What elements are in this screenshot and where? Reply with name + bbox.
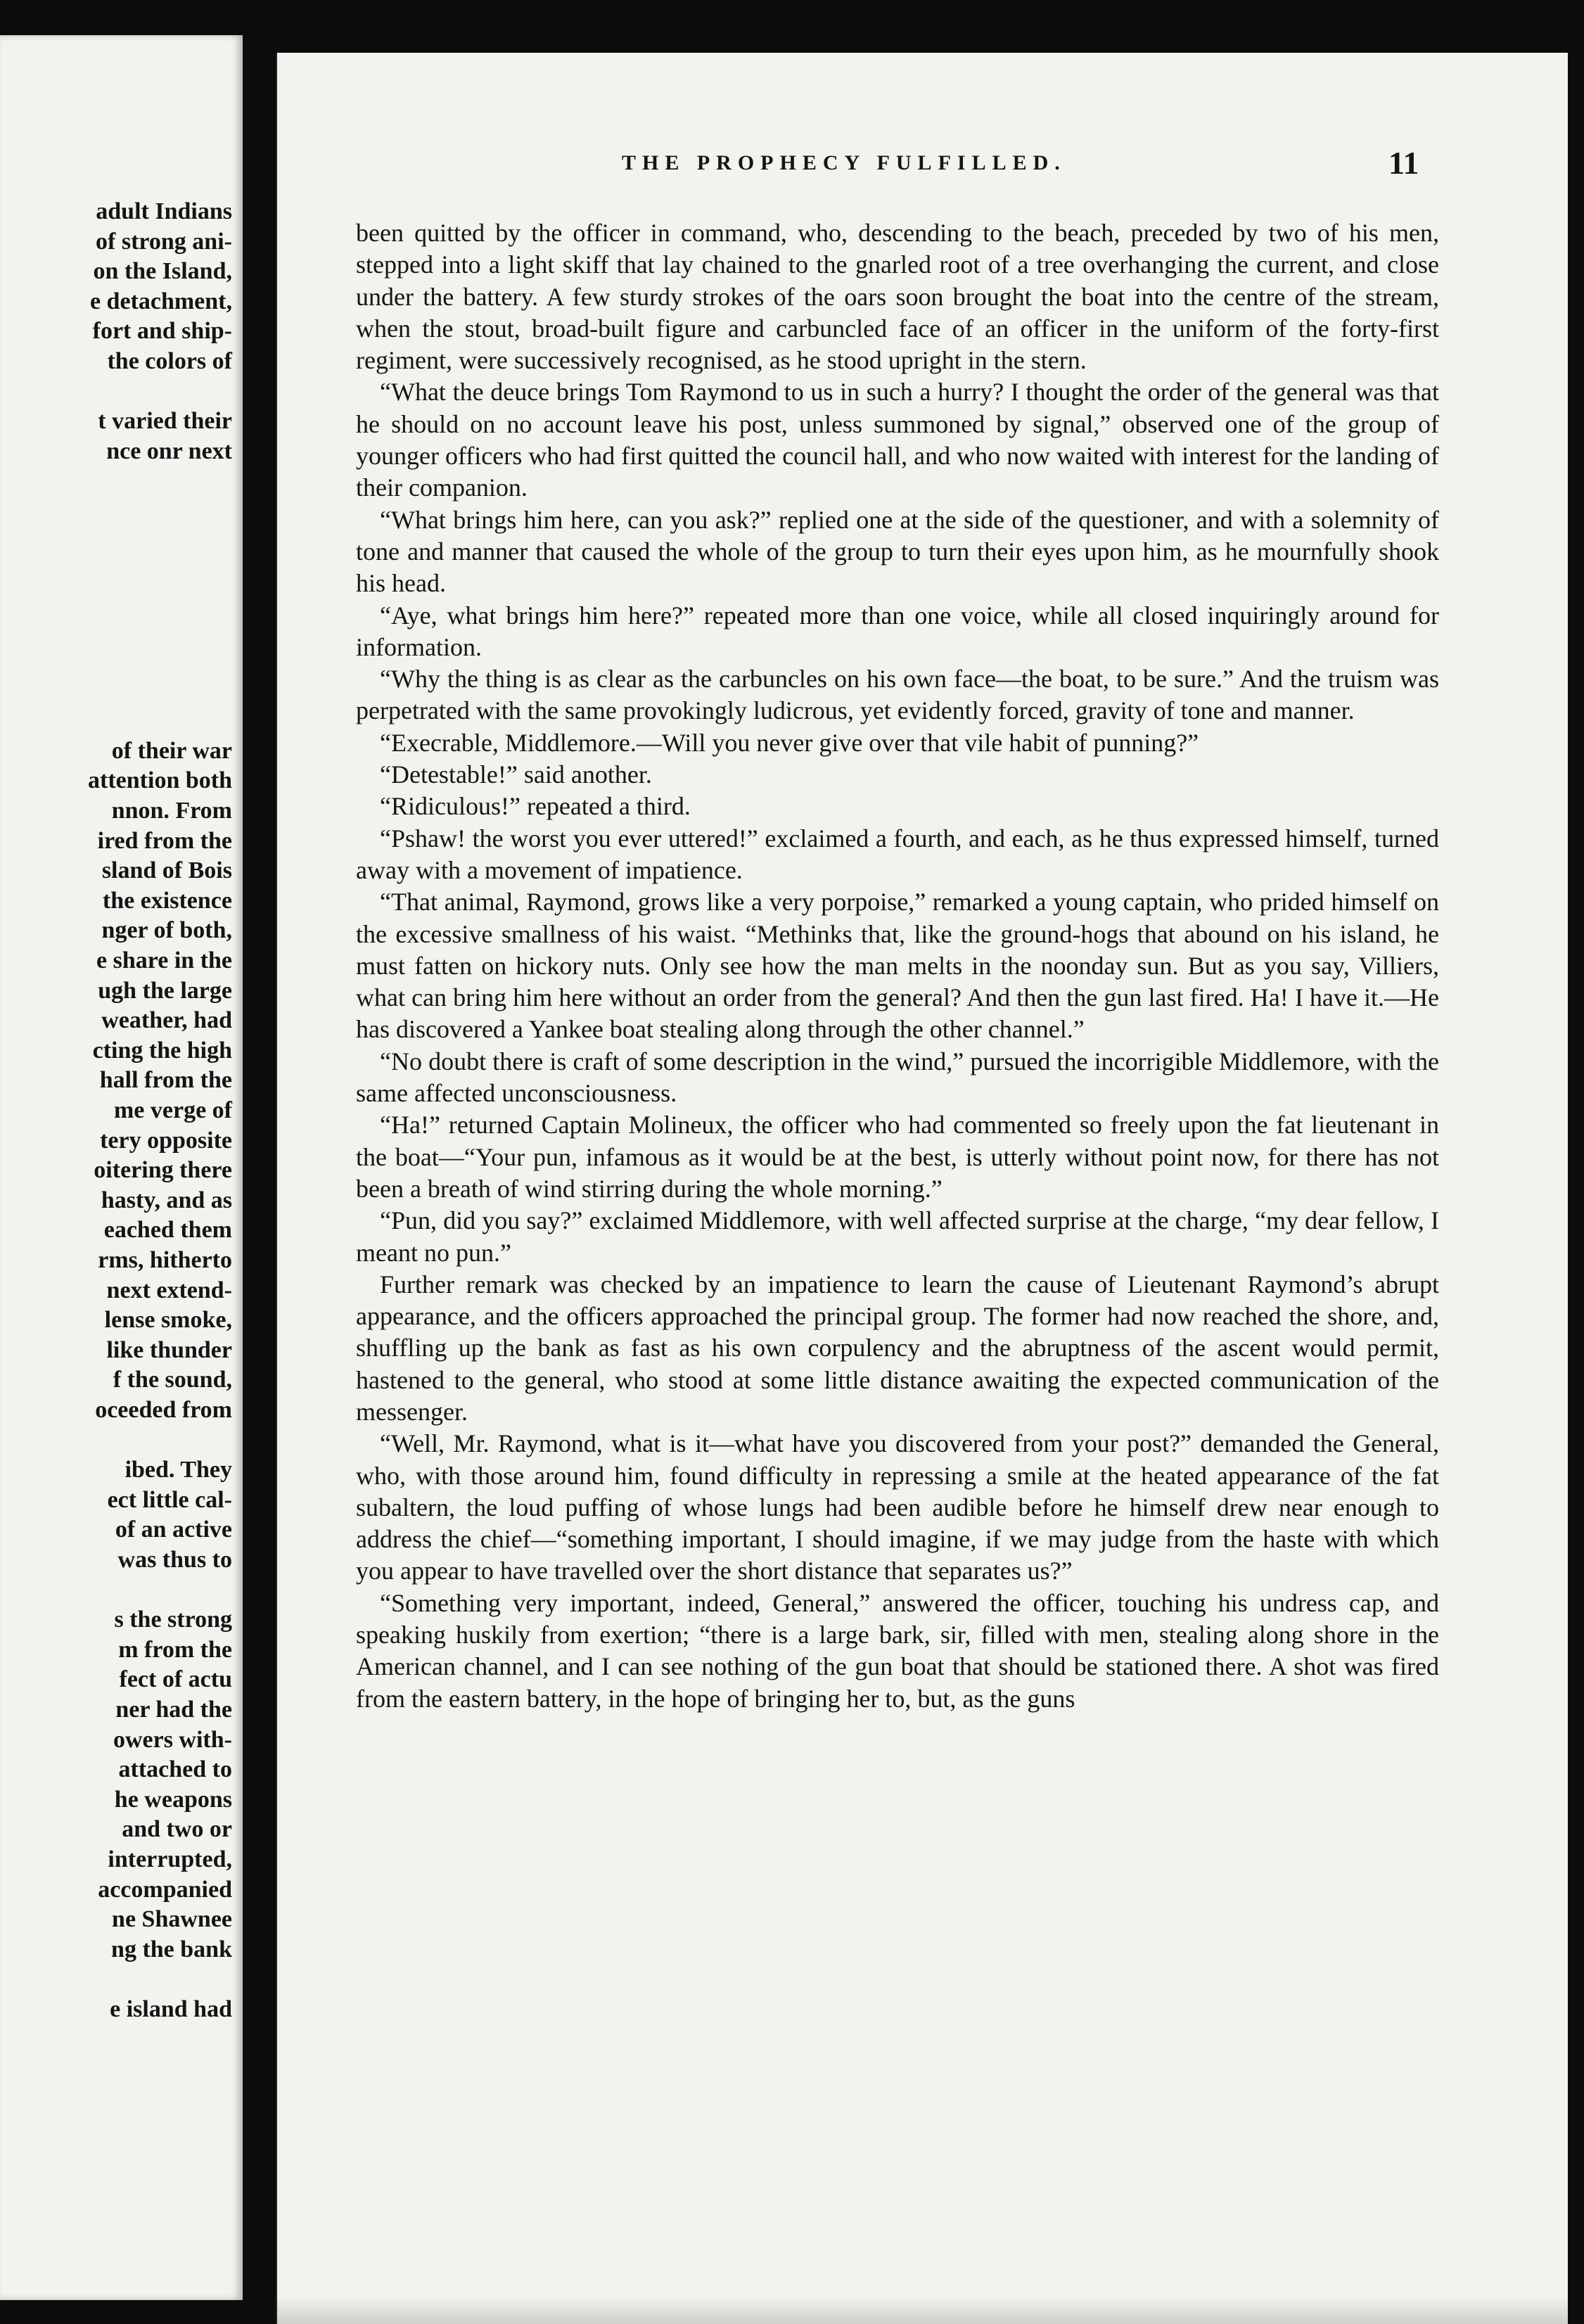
page-number: 11 <box>1388 145 1419 181</box>
left-page-line: rms, hitherto <box>98 1247 232 1273</box>
left-page-line: the existence <box>102 887 232 914</box>
paragraph: been quitted by the officer in command, who, descending to the beach, preceded by two of his men, stepped into a light skiff that lay chained to the gnarled root of a tree overhanging the current, and close under the battery. A few sturdy strokes of the oars soon brought the boat into the centre of the stream, when the stout, broad-built figure and carbuncled face of an officer in the uniform of the forty-first regiment, were successively recognised, as he stood upright in the stern. <box>356 219 1439 375</box>
paragraph: Further remark was checked by an impatience to learn the cause of Lieutenant Raymond’s abrupt appearance, and the officers approached the principal group. The former had now reached the shore, and, shuffling up the bank as fast as his own corpulency and the abruptness of the ascent would permit, hastened to the general, who stood at some little distance awaiting the expected communication of the messenger. <box>356 1270 1439 1426</box>
paragraph: “Why the thing is as clear as the carbuncles on his own face—the boat, to be sure.” And the truism was perpetrated with the same provokingly ludicrous, yet evidently forced, gravity of tone and manner. <box>356 665 1439 725</box>
paragraph: “Detestable!” said another. <box>380 760 652 789</box>
left-page-line: f the sound, <box>113 1367 232 1393</box>
left-page-line: ng the bank <box>111 1936 232 1962</box>
left-page-line: t varied their <box>98 408 232 435</box>
left-page-line: nnon. From <box>111 798 232 824</box>
paragraph: “Ridiculous!” repeated a third. <box>380 792 691 821</box>
paragraph: “What brings him here, can you ask?” replied one at the side of the questioner, and with a solemnity of tone and manner that caused the whole of the group to turn their eyes upon him, as he mournfully shook his head. <box>356 505 1439 598</box>
left-page-line: ibed. They <box>124 1457 232 1483</box>
left-page-line: ired from the <box>97 827 232 854</box>
left-page-line: sland of Bois <box>101 857 232 884</box>
left-page-line: of their war <box>111 737 232 764</box>
left-page-line: oceeded from <box>95 1397 232 1423</box>
left-page-line: e share in the <box>96 947 232 973</box>
left-page-line: ect little cal- <box>107 1486 232 1513</box>
left-page-line: of an active <box>115 1517 232 1543</box>
left-page-line: ugh the large <box>98 977 232 1004</box>
left-page-line: and two or <box>122 1816 232 1843</box>
left-page-line: fort and ship- <box>92 318 232 345</box>
left-page-fragment <box>0 35 243 2300</box>
left-page-line: the colors of <box>107 348 232 374</box>
left-page-line: attention both <box>88 767 232 794</box>
left-page-line: nger of both, <box>101 917 232 944</box>
left-page-line: next extend- <box>106 1277 232 1303</box>
left-page-line: on the Island, <box>93 258 232 285</box>
left-page-line: he weapons <box>114 1786 232 1813</box>
paragraph: “Pun, did you say?” exclaimed Middlemore, with well affected surprise at the charge, “my dear fellow, I meant no pun.” <box>356 1206 1439 1267</box>
page-shadow <box>277 2296 1568 2324</box>
left-page-line: lense smoke, <box>104 1307 232 1334</box>
left-page-line: e detachment, <box>89 288 232 314</box>
paragraph: “What the deuce brings Tom Raymond to us in such a hurry? I thought the order of the general was that he should on no account leave his post, unless summoned by signal,” observed one of the group of younger officers who had first quitted the council hall, and who now waited with interest for the landing of their companion. <box>356 378 1439 502</box>
paragraph: “Well, Mr. Raymond, what is it—what have you discovered from your post?” demanded the General, who, with those around him, found difficulty in repressing a smile at the heated appearance of the fat subaltern, the loud puffing of whose lungs had been audible before he himself drew near enough to address the chief—“something important, I should imagine, if we may judge from the haste with which you appear to have travelled over the short distance that separates us?” <box>356 1429 1439 1585</box>
left-page-line: ne Shawnee <box>112 1906 232 1933</box>
left-page-line: adult Indians <box>96 198 232 224</box>
left-page-line: ner had the <box>115 1697 232 1723</box>
left-page-line: hasty, and as <box>101 1187 232 1213</box>
page-header <box>277 145 1568 193</box>
left-page-line: s the strong <box>114 1607 232 1633</box>
left-page-line: accompanied <box>98 1876 232 1903</box>
paragraph: “No doubt there is craft of some description in the wind,” pursued the incorrigible Middlemore, with the same affected unconsciousness. <box>356 1047 1439 1108</box>
left-page-line: was thus to <box>117 1547 232 1573</box>
left-page-line: tery opposite <box>100 1127 232 1154</box>
left-page-line: of strong ani- <box>96 228 232 255</box>
running-title: THE PROPHECY FULFILLED. <box>622 151 1066 174</box>
left-page-line: fect of actu <box>119 1666 232 1693</box>
left-page-line: cting the high <box>92 1037 232 1064</box>
paragraph: “Something very important, indeed, General,” answered the officer, touching his undress cap, and speaking huskily from exertion; “there is a large bark, sir, filled with men, stealing along shore in the American channel, and I can see nothing of the gun boat that should be stationed there. A shot was fired from the eastern battery, in the hope of bringing her to, but, as the guns <box>356 1588 1439 1713</box>
paragraph: “Aye, what brings him here?” repeated more than one voice, while all closed inquiringly around for information. <box>356 601 1439 661</box>
paragraph: “Ha!” returned Captain Molineux, the officer who had commented so freely upon the fat lieutenant in the boat—“Your pun, infamous as it would be at the best, is utterly without point now, for there has not been a breath of wind stirring during the whole morning.” <box>356 1111 1439 1203</box>
left-page-line: e island had <box>110 1996 232 2022</box>
left-page-line: nce onr next <box>106 438 232 464</box>
left-page-line: interrupted, <box>108 1846 232 1872</box>
left-page-line: oitering there <box>94 1157 232 1184</box>
paragraph: “Execrable, Middlemore.—Will you never give over that vile habit of punning?” <box>380 728 1199 757</box>
left-page-line: eached them <box>103 1217 232 1244</box>
body-text <box>356 217 1439 1715</box>
left-page-line: m from the <box>118 1636 232 1663</box>
left-page-line: hall from the <box>99 1067 232 1094</box>
left-page-line: like thunder <box>106 1336 232 1363</box>
left-page-line: owers with- <box>113 1726 232 1753</box>
left-page-line: me verge of <box>113 1097 232 1123</box>
left-page-line: weather, had <box>101 1007 232 1034</box>
paragraph: “That animal, Raymond, grows like a very porpoise,” remarked a young captain, who prided himself on the excessive smallness of his waist. “Methinks that, like the ground-hogs that abound on his island, he must fatten on hickory nuts. Only see how the man melts in the noonday sun. But as you say, Villiers, what can bring him here without an order from the general? And then the gun last fired. Ha! I have it.—He has discovered a Yankee boat stealing along through the other channel.” <box>356 888 1439 1044</box>
left-page-line: attached to <box>118 1756 232 1783</box>
paragraph: “Pshaw! the worst you ever uttered!” exclaimed a fourth, and each, as he thus expressed himself, turned away with a movement of impatience. <box>356 824 1439 884</box>
book-page <box>276 53 1568 2324</box>
